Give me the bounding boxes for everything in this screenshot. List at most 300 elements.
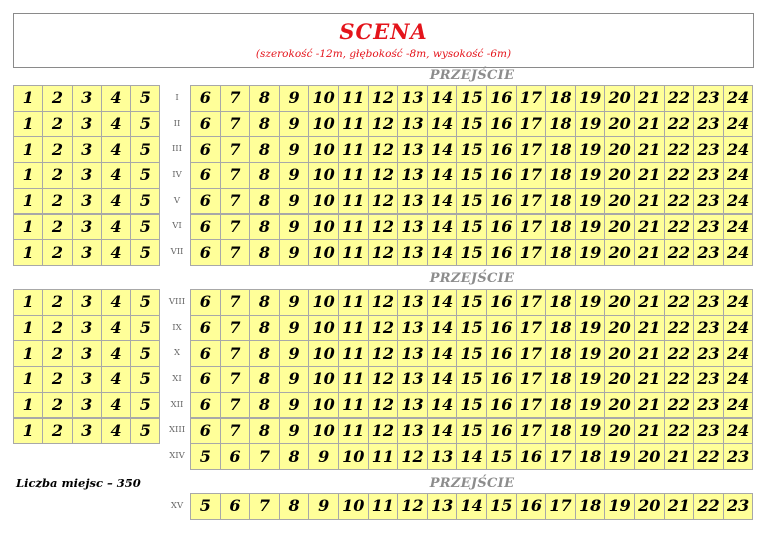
- seat[interactable]: 15: [456, 239, 487, 266]
- seat[interactable]: 23: [693, 85, 724, 112]
- seat[interactable]: 1: [13, 315, 43, 342]
- seat[interactable]: 8: [249, 340, 280, 367]
- seat[interactable]: 3: [72, 85, 102, 112]
- seat[interactable]: 16: [486, 214, 517, 241]
- seat[interactable]: 2: [42, 136, 72, 163]
- seat[interactable]: 18: [545, 162, 576, 189]
- seat[interactable]: 6: [190, 366, 221, 393]
- seat[interactable]: 5: [130, 162, 160, 189]
- seat[interactable]: 13: [397, 392, 428, 419]
- seat[interactable]: 8: [249, 162, 280, 189]
- seat[interactable]: 4: [101, 418, 131, 445]
- seat[interactable]: 11: [368, 443, 399, 470]
- seat[interactable]: 3: [72, 111, 102, 138]
- seat[interactable]: 21: [634, 366, 665, 393]
- seat[interactable]: 20: [604, 340, 635, 367]
- seat[interactable]: 2: [42, 111, 72, 138]
- seat[interactable]: 2: [42, 418, 72, 445]
- seat[interactable]: 23: [693, 162, 724, 189]
- seat[interactable]: 5: [130, 111, 160, 138]
- seat[interactable]: 4: [101, 366, 131, 393]
- seat[interactable]: 16: [486, 315, 517, 342]
- seat[interactable]: 22: [693, 443, 724, 470]
- seat[interactable]: 21: [634, 315, 665, 342]
- seat[interactable]: 18: [545, 392, 576, 419]
- seat[interactable]: 23: [723, 493, 754, 520]
- seat[interactable]: 9: [308, 493, 339, 520]
- seat[interactable]: 7: [220, 239, 251, 266]
- seat[interactable]: 14: [427, 239, 458, 266]
- seat[interactable]: 13: [397, 162, 428, 189]
- seat[interactable]: 22: [664, 340, 695, 367]
- seat[interactable]: 14: [427, 340, 458, 367]
- seat[interactable]: 5: [130, 188, 160, 215]
- seat[interactable]: 6: [190, 85, 221, 112]
- seat[interactable]: 16: [486, 366, 517, 393]
- seat[interactable]: 4: [101, 111, 131, 138]
- seat[interactable]: 13: [397, 136, 428, 163]
- seat[interactable]: 4: [101, 340, 131, 367]
- seat[interactable]: 11: [338, 239, 369, 266]
- seat[interactable]: 23: [693, 239, 724, 266]
- seat[interactable]: 6: [220, 443, 251, 470]
- seat[interactable]: 11: [338, 340, 369, 367]
- seat[interactable]: 1: [13, 111, 43, 138]
- seat[interactable]: 17: [516, 392, 547, 419]
- seat[interactable]: 15: [456, 85, 487, 112]
- seat[interactable]: 24: [723, 111, 754, 138]
- seat[interactable]: 12: [397, 493, 428, 520]
- seat[interactable]: 21: [634, 418, 665, 445]
- seat[interactable]: 9: [279, 392, 310, 419]
- seat[interactable]: 16: [516, 443, 547, 470]
- seat[interactable]: 2: [42, 214, 72, 241]
- seat[interactable]: 9: [279, 289, 310, 316]
- seat[interactable]: 19: [575, 136, 606, 163]
- seat[interactable]: 24: [723, 214, 754, 241]
- seat[interactable]: 17: [516, 340, 547, 367]
- seat[interactable]: 21: [634, 162, 665, 189]
- seat[interactable]: 9: [279, 418, 310, 445]
- seat[interactable]: 18: [545, 366, 576, 393]
- seat[interactable]: 3: [72, 340, 102, 367]
- seat[interactable]: 14: [456, 443, 487, 470]
- seat[interactable]: 1: [13, 392, 43, 419]
- seat[interactable]: 18: [545, 239, 576, 266]
- seat[interactable]: 7: [220, 214, 251, 241]
- seat[interactable]: 2: [42, 340, 72, 367]
- seat[interactable]: 23: [693, 188, 724, 215]
- seat[interactable]: 24: [723, 136, 754, 163]
- seat[interactable]: 12: [368, 136, 399, 163]
- seat[interactable]: 19: [575, 85, 606, 112]
- seat[interactable]: 9: [279, 214, 310, 241]
- seat[interactable]: 19: [575, 315, 606, 342]
- seat[interactable]: 12: [368, 340, 399, 367]
- seat[interactable]: 18: [545, 418, 576, 445]
- seat[interactable]: 12: [368, 188, 399, 215]
- seat[interactable]: 4: [101, 188, 131, 215]
- seat[interactable]: 6: [190, 239, 221, 266]
- seat[interactable]: 13: [397, 85, 428, 112]
- seat[interactable]: 4: [101, 289, 131, 316]
- seat[interactable]: 5: [130, 136, 160, 163]
- seat[interactable]: 13: [397, 239, 428, 266]
- seat[interactable]: 19: [575, 111, 606, 138]
- seat[interactable]: 15: [456, 418, 487, 445]
- seat[interactable]: 14: [427, 315, 458, 342]
- seat[interactable]: 14: [427, 214, 458, 241]
- seat[interactable]: 12: [368, 111, 399, 138]
- seat[interactable]: 16: [486, 392, 517, 419]
- seat[interactable]: 4: [101, 239, 131, 266]
- seat[interactable]: 16: [486, 136, 517, 163]
- seat[interactable]: 21: [634, 85, 665, 112]
- seat[interactable]: 18: [545, 111, 576, 138]
- seat[interactable]: 16: [486, 162, 517, 189]
- seat[interactable]: 22: [693, 493, 724, 520]
- seat[interactable]: 3: [72, 188, 102, 215]
- seat[interactable]: 12: [368, 214, 399, 241]
- seat[interactable]: 4: [101, 214, 131, 241]
- seat[interactable]: 16: [516, 493, 547, 520]
- seat[interactable]: 2: [42, 289, 72, 316]
- seat[interactable]: 19: [604, 493, 635, 520]
- seat[interactable]: 8: [249, 111, 280, 138]
- seat[interactable]: 12: [397, 443, 428, 470]
- seat[interactable]: 20: [604, 239, 635, 266]
- seat[interactable]: 16: [486, 111, 517, 138]
- seat[interactable]: 13: [397, 289, 428, 316]
- seat[interactable]: 7: [220, 340, 251, 367]
- seat[interactable]: 9: [279, 366, 310, 393]
- seat[interactable]: 24: [723, 85, 754, 112]
- seat[interactable]: 23: [723, 443, 754, 470]
- seat[interactable]: 18: [545, 136, 576, 163]
- seat[interactable]: 11: [338, 214, 369, 241]
- seat[interactable]: 9: [279, 315, 310, 342]
- seat[interactable]: 17: [516, 315, 547, 342]
- seat[interactable]: 24: [723, 162, 754, 189]
- seat[interactable]: 10: [308, 136, 339, 163]
- seat[interactable]: 3: [72, 315, 102, 342]
- seat[interactable]: 6: [190, 392, 221, 419]
- seat[interactable]: 22: [664, 315, 695, 342]
- seat[interactable]: 2: [42, 366, 72, 393]
- seat[interactable]: 3: [72, 162, 102, 189]
- seat[interactable]: 5: [190, 443, 221, 470]
- seat[interactable]: 16: [486, 188, 517, 215]
- seat[interactable]: 10: [308, 289, 339, 316]
- seat[interactable]: 22: [664, 111, 695, 138]
- seat[interactable]: 15: [486, 443, 517, 470]
- seat[interactable]: 2: [42, 315, 72, 342]
- seat[interactable]: 20: [604, 214, 635, 241]
- seat[interactable]: 8: [249, 239, 280, 266]
- seat[interactable]: 7: [220, 418, 251, 445]
- seat[interactable]: 17: [545, 443, 576, 470]
- seat[interactable]: 12: [368, 315, 399, 342]
- seat[interactable]: 17: [516, 162, 547, 189]
- seat[interactable]: 17: [516, 214, 547, 241]
- seat[interactable]: 2: [42, 85, 72, 112]
- seat[interactable]: 24: [723, 418, 754, 445]
- seat[interactable]: 13: [397, 418, 428, 445]
- seat[interactable]: 2: [42, 188, 72, 215]
- seat[interactable]: 21: [634, 392, 665, 419]
- seat[interactable]: 11: [338, 315, 369, 342]
- seat[interactable]: 21: [634, 340, 665, 367]
- seat[interactable]: 5: [130, 239, 160, 266]
- seat[interactable]: 11: [338, 136, 369, 163]
- seat[interactable]: 20: [604, 315, 635, 342]
- seat[interactable]: 23: [693, 214, 724, 241]
- seat[interactable]: 8: [249, 85, 280, 112]
- seat[interactable]: 6: [190, 188, 221, 215]
- seat[interactable]: 3: [72, 214, 102, 241]
- seat[interactable]: 5: [130, 289, 160, 316]
- seat[interactable]: 6: [190, 418, 221, 445]
- seat[interactable]: 3: [72, 392, 102, 419]
- seat[interactable]: 3: [72, 289, 102, 316]
- seat[interactable]: 11: [368, 493, 399, 520]
- seat[interactable]: 7: [220, 188, 251, 215]
- seat[interactable]: 17: [516, 366, 547, 393]
- seat[interactable]: 14: [427, 85, 458, 112]
- seat[interactable]: 13: [427, 493, 458, 520]
- seat[interactable]: 7: [220, 315, 251, 342]
- seat[interactable]: 1: [13, 136, 43, 163]
- seat[interactable]: 12: [368, 162, 399, 189]
- seat[interactable]: 13: [397, 188, 428, 215]
- seat[interactable]: 18: [545, 214, 576, 241]
- seat[interactable]: 13: [397, 366, 428, 393]
- seat[interactable]: 20: [604, 111, 635, 138]
- seat[interactable]: 9: [279, 136, 310, 163]
- seat[interactable]: 3: [72, 136, 102, 163]
- seat[interactable]: 11: [338, 162, 369, 189]
- seat[interactable]: 14: [427, 188, 458, 215]
- seat[interactable]: 18: [575, 443, 606, 470]
- seat[interactable]: 21: [664, 493, 695, 520]
- seat[interactable]: 19: [575, 162, 606, 189]
- seat[interactable]: 21: [634, 239, 665, 266]
- seat[interactable]: 24: [723, 340, 754, 367]
- seat[interactable]: 10: [338, 443, 369, 470]
- seat[interactable]: 24: [723, 315, 754, 342]
- seat[interactable]: 15: [456, 162, 487, 189]
- seat[interactable]: 20: [604, 136, 635, 163]
- seat[interactable]: 12: [368, 289, 399, 316]
- seat[interactable]: 24: [723, 289, 754, 316]
- seat[interactable]: 2: [42, 239, 72, 266]
- seat[interactable]: 11: [338, 85, 369, 112]
- seat[interactable]: 7: [220, 136, 251, 163]
- seat[interactable]: 20: [634, 493, 665, 520]
- seat[interactable]: 9: [279, 340, 310, 367]
- seat[interactable]: 16: [486, 340, 517, 367]
- seat[interactable]: 2: [42, 392, 72, 419]
- seat[interactable]: 17: [516, 85, 547, 112]
- seat[interactable]: 14: [456, 493, 487, 520]
- seat[interactable]: 18: [545, 289, 576, 316]
- seat[interactable]: 20: [604, 162, 635, 189]
- seat[interactable]: 6: [220, 493, 251, 520]
- seat[interactable]: 19: [575, 340, 606, 367]
- seat[interactable]: 23: [693, 315, 724, 342]
- seat[interactable]: 21: [634, 188, 665, 215]
- seat[interactable]: 10: [308, 418, 339, 445]
- seat[interactable]: 20: [634, 443, 665, 470]
- seat[interactable]: 18: [545, 315, 576, 342]
- seat[interactable]: 10: [308, 366, 339, 393]
- seat[interactable]: 11: [338, 111, 369, 138]
- seat[interactable]: 1: [13, 188, 43, 215]
- seat[interactable]: 6: [190, 289, 221, 316]
- seat[interactable]: 10: [338, 493, 369, 520]
- seat[interactable]: 12: [368, 85, 399, 112]
- seat[interactable]: 7: [220, 392, 251, 419]
- seat[interactable]: 8: [279, 443, 310, 470]
- seat[interactable]: 14: [427, 366, 458, 393]
- seat[interactable]: 5: [130, 85, 160, 112]
- seat[interactable]: 7: [220, 162, 251, 189]
- seat[interactable]: 23: [693, 392, 724, 419]
- seat[interactable]: 21: [664, 443, 695, 470]
- seat[interactable]: 17: [516, 136, 547, 163]
- seat[interactable]: 7: [249, 443, 280, 470]
- seat[interactable]: 19: [575, 289, 606, 316]
- seat[interactable]: 13: [397, 340, 428, 367]
- seat[interactable]: 11: [338, 188, 369, 215]
- seat[interactable]: 12: [368, 418, 399, 445]
- seat[interactable]: 22: [664, 85, 695, 112]
- seat[interactable]: 17: [516, 418, 547, 445]
- seat[interactable]: 14: [427, 162, 458, 189]
- seat[interactable]: 10: [308, 162, 339, 189]
- seat[interactable]: 6: [190, 111, 221, 138]
- seat[interactable]: 8: [249, 289, 280, 316]
- seat[interactable]: 10: [308, 111, 339, 138]
- seat[interactable]: 8: [249, 136, 280, 163]
- seat[interactable]: 24: [723, 239, 754, 266]
- seat[interactable]: 1: [13, 366, 43, 393]
- seat[interactable]: 13: [397, 111, 428, 138]
- seat[interactable]: 7: [220, 111, 251, 138]
- seat[interactable]: 12: [368, 392, 399, 419]
- seat[interactable]: 9: [279, 162, 310, 189]
- seat[interactable]: 15: [456, 392, 487, 419]
- seat[interactable]: 5: [130, 366, 160, 393]
- seat[interactable]: 5: [130, 214, 160, 241]
- seat[interactable]: 19: [575, 214, 606, 241]
- seat[interactable]: 22: [664, 136, 695, 163]
- seat[interactable]: 22: [664, 188, 695, 215]
- seat[interactable]: 14: [427, 289, 458, 316]
- seat[interactable]: 10: [308, 239, 339, 266]
- seat[interactable]: 3: [72, 239, 102, 266]
- seat[interactable]: 23: [693, 366, 724, 393]
- seat[interactable]: 15: [456, 136, 487, 163]
- seat[interactable]: 7: [220, 289, 251, 316]
- seat[interactable]: 18: [575, 493, 606, 520]
- seat[interactable]: 20: [604, 418, 635, 445]
- seat[interactable]: 23: [693, 111, 724, 138]
- seat[interactable]: 10: [308, 85, 339, 112]
- seat[interactable]: 13: [427, 443, 458, 470]
- seat[interactable]: 15: [456, 340, 487, 367]
- seat[interactable]: 24: [723, 392, 754, 419]
- seat[interactable]: 1: [13, 418, 43, 445]
- seat[interactable]: 6: [190, 136, 221, 163]
- seat[interactable]: 21: [634, 136, 665, 163]
- seat[interactable]: 20: [604, 289, 635, 316]
- seat[interactable]: 10: [308, 315, 339, 342]
- seat[interactable]: 19: [575, 239, 606, 266]
- seat[interactable]: 23: [693, 418, 724, 445]
- seat[interactable]: 24: [723, 188, 754, 215]
- seat[interactable]: 19: [575, 366, 606, 393]
- seat[interactable]: 20: [604, 366, 635, 393]
- seat[interactable]: 17: [516, 289, 547, 316]
- seat[interactable]: 21: [634, 214, 665, 241]
- seat[interactable]: 10: [308, 392, 339, 419]
- seat[interactable]: 5: [130, 340, 160, 367]
- seat[interactable]: 15: [456, 111, 487, 138]
- seat[interactable]: 23: [693, 136, 724, 163]
- seat[interactable]: 13: [397, 315, 428, 342]
- seat[interactable]: 19: [575, 392, 606, 419]
- seat[interactable]: 17: [545, 493, 576, 520]
- seat[interactable]: 3: [72, 366, 102, 393]
- seat[interactable]: 9: [308, 443, 339, 470]
- seat[interactable]: 8: [249, 418, 280, 445]
- seat[interactable]: 16: [486, 418, 517, 445]
- seat[interactable]: 14: [427, 418, 458, 445]
- seat[interactable]: 15: [486, 493, 517, 520]
- seat[interactable]: 22: [664, 162, 695, 189]
- seat[interactable]: 5: [130, 392, 160, 419]
- seat[interactable]: 4: [101, 162, 131, 189]
- seat[interactable]: 9: [279, 239, 310, 266]
- seat[interactable]: 5: [130, 418, 160, 445]
- seat[interactable]: 4: [101, 315, 131, 342]
- seat[interactable]: 11: [338, 289, 369, 316]
- seat[interactable]: 6: [190, 340, 221, 367]
- seat[interactable]: 21: [634, 111, 665, 138]
- seat[interactable]: 21: [634, 289, 665, 316]
- seat[interactable]: 15: [456, 214, 487, 241]
- seat[interactable]: 4: [101, 136, 131, 163]
- seat[interactable]: 5: [130, 315, 160, 342]
- seat[interactable]: 5: [190, 493, 221, 520]
- seat[interactable]: 10: [308, 214, 339, 241]
- seat[interactable]: 4: [101, 85, 131, 112]
- seat[interactable]: 12: [368, 366, 399, 393]
- seat[interactable]: 8: [249, 366, 280, 393]
- seat[interactable]: 8: [249, 214, 280, 241]
- seat[interactable]: 22: [664, 289, 695, 316]
- seat[interactable]: 22: [664, 392, 695, 419]
- seat[interactable]: 15: [456, 188, 487, 215]
- seat[interactable]: 1: [13, 162, 43, 189]
- seat[interactable]: 18: [545, 188, 576, 215]
- seat[interactable]: 16: [486, 85, 517, 112]
- seat[interactable]: 15: [456, 366, 487, 393]
- seat[interactable]: 9: [279, 85, 310, 112]
- seat[interactable]: 14: [427, 111, 458, 138]
- seat[interactable]: 24: [723, 366, 754, 393]
